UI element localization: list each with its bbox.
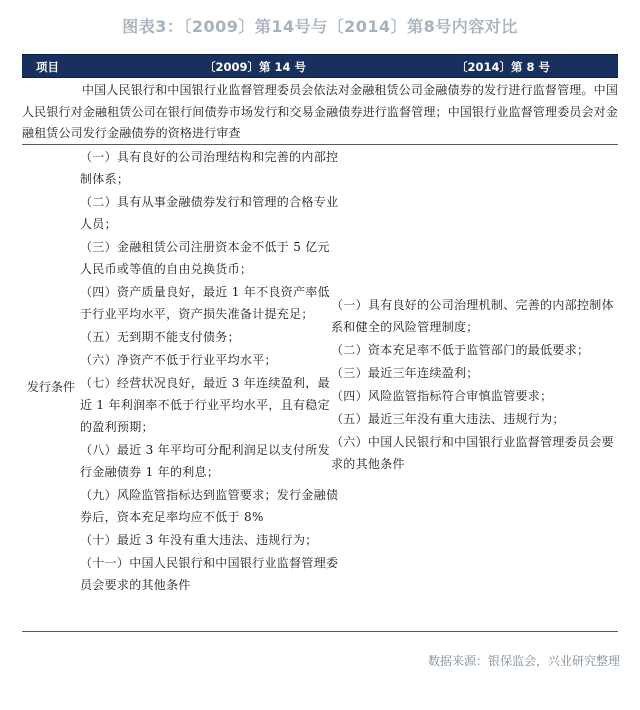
column-2014 <box>331 294 621 476</box>
condition-2014-1: （一）具有良好的公司治理机制、完善的内部控制体系和健全的风险管理制度； <box>331 298 614 334</box>
column-2009 <box>80 146 340 597</box>
condition-2009-11: （十一）中国人民银行和中国银行业监督管理委员会要求的其他条件 <box>80 556 339 592</box>
data-source-note: 数据来源：银保监会，兴业研究整理 <box>427 654 620 668</box>
condition-2009-2: （二）具有从事金融债券发行和管理的合格专业人员； <box>80 195 339 231</box>
condition-2014-3: （三）最近三年连续盈利； <box>331 366 479 380</box>
row-divider-bottom <box>22 631 618 632</box>
condition-2014-4: （四）风险监管指标符合审慎监管要求； <box>331 389 553 403</box>
condition-2009-5: （五）无到期不能支付债务； <box>80 330 240 344</box>
condition-2009-7: （七）经营状况良好，最近 3 年连续盈利，最近 1 年利润率不低于行业平均水平，且有稳定的盈利预期； <box>80 376 330 434</box>
header-2014: 〔2014〕第 8 号 <box>456 60 551 74</box>
figure-title: 图表3：〔2009〕第14号与〔2014〕第8号内容对比 <box>122 17 518 36</box>
condition-2009-1: （一）具有良好的公司治理结构和完善的内部控制体系； <box>80 150 339 186</box>
header-item: 项目 <box>36 60 59 74</box>
condition-2009-3: （三）金融租赁公司注册资本金不低于 5 亿元人民币或等值的自由兑换货币； <box>80 240 330 276</box>
condition-2009-8: （八）最近 3 年平均可分配利润足以支付所发行金融债券 1 年的利息； <box>80 443 330 479</box>
table-header <box>22 54 618 78</box>
condition-2009-6: （六）净资产不低于行业平均水平； <box>80 353 277 367</box>
condition-2014-5: （五）最近三年没有重大违法、违规行为； <box>331 412 565 426</box>
condition-2014-6: （六）中国人民银行和中国银行业监督管理委员会要求的其他条件 <box>331 435 614 471</box>
header-2009: 〔2009〕第 14 号 <box>204 60 307 74</box>
condition-2009-4: （四）资产质量良好，最近 1 年不良资产率低于行业平均水平，资产损失准备计提充足； <box>80 285 330 321</box>
row-divider-top <box>22 144 618 145</box>
condition-2009-10: （十）最近 3 年没有重大违法、违规行为； <box>80 533 318 547</box>
intro-text: 中国人民银行和中国银行业监督管理委员会依法对金融租赁公司金融债券的发行进行监督管理。中国人民银行对金融租赁公司在银行间债券市场发行和交易金融债券进行监督管理；中国银行业监督管理委员会对金融租赁公司发行金融债券的资格进行审查 <box>22 83 618 140</box>
row-label-issuance-conditions: 发行条件 <box>27 380 76 394</box>
condition-2009-9: （九）风险监管指标达到监管要求；发行金融债券后，资本充足率均应不低于 8% <box>80 488 339 524</box>
condition-2014-2: （二）资本充足率不低于监管部门的最低要求； <box>331 343 590 357</box>
